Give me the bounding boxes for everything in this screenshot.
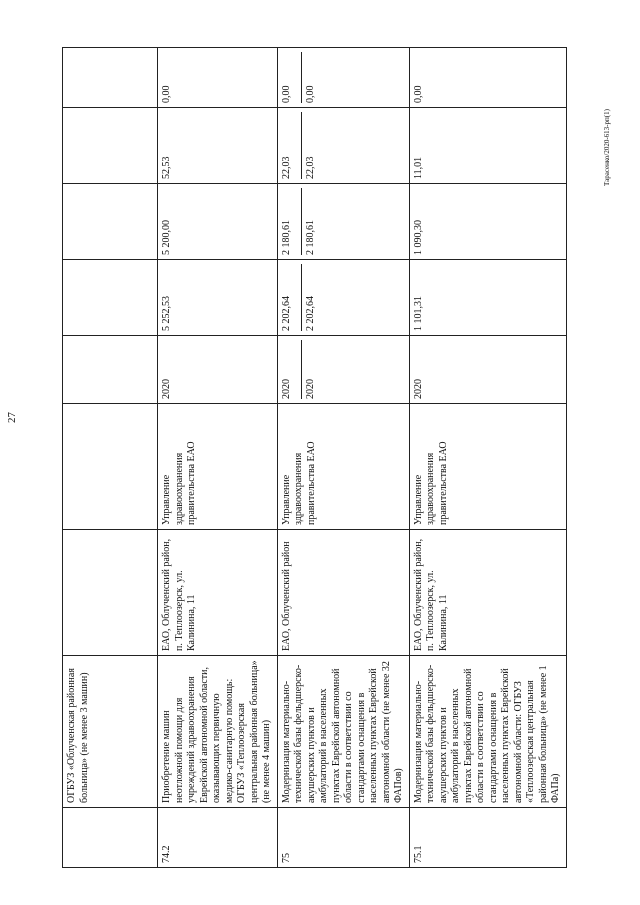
table-row — [158, 48, 278, 868]
cell-total: 1 101,31 — [409, 260, 566, 336]
cell-location — [63, 530, 158, 656]
cell-v1 — [63, 184, 158, 260]
cell-total-b: 2 202,64 — [301, 264, 318, 331]
cell-year: 2020 — [158, 336, 278, 404]
cell-name: Приобретение машин неотложной помощи для учреждений здравоохранения Еврейской автономной области, оказывающих первичную медико-санитарную помощь: ОГБУЗ «Теплоозерская центральная районная больница» (не менее 4 машин) — [158, 656, 278, 808]
table-row — [277, 48, 409, 868]
cell-year-b: 2020 — [301, 340, 318, 399]
cell-agency: Управление здравоохранения правительства ЕАО — [158, 404, 278, 530]
cell-name: ОГБУЗ «Облученская районная больница» (не менее 3 машин) — [63, 656, 158, 808]
cell-agency — [63, 404, 158, 530]
cell-v3: 0,00 — [409, 48, 566, 108]
cell-location: ЕАО, Облученский район — [277, 530, 409, 656]
budget-table-rotated — [62, 48, 561, 868]
footer-document-code: Тарасенко/2020-613-рп(1) — [603, 109, 611, 186]
cell-year: 2020 — [409, 336, 566, 404]
cell-no: 74.2 — [158, 808, 278, 868]
cell-location: ЕАО, Облученский район, п. Теплоозерск, ул. Калинина, 11 — [158, 530, 278, 656]
cell-location: ЕАО, Облученский район, п. Теплоозерск, ул. Калинина, 11 — [409, 530, 566, 656]
cell-no — [63, 808, 158, 868]
cell-v3 — [277, 48, 409, 108]
cell-total — [277, 260, 409, 336]
cell-year — [277, 336, 409, 404]
cell-name: Модернизация материально-технической базы фельдшерско-акушерских пунктов и амбулаторий в населенных пунктах Еврейской автономной области в соответствии со стандартами оснащения в населенных пунктах Еврейской автономной области (не менее 32 ФАПов) — [277, 656, 409, 808]
cell-no: 75 — [277, 808, 409, 868]
cell-v1-a: 2 180,61 — [280, 220, 292, 255]
cell-total: 5 252,53 — [158, 260, 278, 336]
table-row — [409, 48, 566, 868]
cell-v1: 1 090,30 — [409, 184, 566, 260]
cell-year — [63, 336, 158, 404]
cell-agency: Управление здравоохранения правительства ЕАО — [409, 404, 566, 530]
cell-v1: 5 200,00 — [158, 184, 278, 260]
cell-total-a: 2 202,64 — [280, 296, 292, 331]
cell-v2-a: 22,03 — [280, 156, 292, 179]
cell-name: Модернизация материально-технической базы фельдшерско-акушерских пунктов и амбулаторий в населенных пунктах Еврейской автономной области в соответствии со стандартами оснащения в населенных пунктах Еврейской автономной области: ОГБУЗ «Теплоозерская центральная районная больница» (не менее 1 ФАПа) — [409, 656, 566, 808]
cell-v1-b: 2 180,61 — [301, 188, 318, 255]
cell-v2 — [277, 108, 409, 184]
cell-total — [63, 260, 158, 336]
cell-no: 75.1 — [409, 808, 566, 868]
budget-table — [62, 47, 567, 868]
cell-v3-a: 0,00 — [280, 85, 292, 103]
cell-v2-b: 22,03 — [301, 112, 318, 179]
cell-v2: 52,53 — [158, 108, 278, 184]
table-row — [63, 48, 158, 868]
cell-v2: 11,01 — [409, 108, 566, 184]
cell-agency: Управление здравоохранения правительства ЕАО — [277, 404, 409, 530]
cell-year-a: 2020 — [280, 379, 292, 399]
cell-v3: 0,00 — [158, 48, 278, 108]
cell-v2 — [63, 108, 158, 184]
cell-v3-b: 0,00 — [301, 52, 318, 103]
cell-v3 — [63, 48, 158, 108]
cell-v1 — [277, 184, 409, 260]
